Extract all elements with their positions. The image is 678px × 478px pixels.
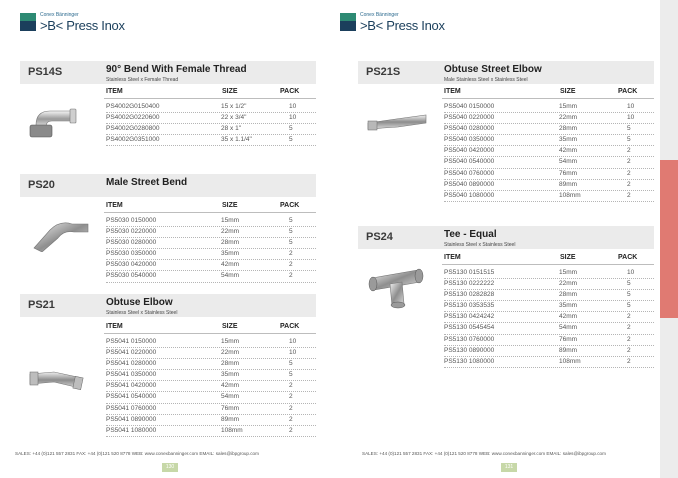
brand-mark-icon xyxy=(340,13,356,31)
section-subtitle: Male Stainless Steel x Stainless Steel xyxy=(444,77,528,83)
cell-item: PS5030 0540000 xyxy=(106,272,157,280)
cell-item: PS5130 0545454 xyxy=(444,324,495,332)
cell-size: 42mm xyxy=(221,261,240,269)
cell-size: 54mm xyxy=(559,324,578,332)
cell-item: PS5030 0150000 xyxy=(106,217,157,224)
cell-pack: 5 xyxy=(627,125,631,133)
column-header-pack: PACK xyxy=(280,323,300,330)
table-row xyxy=(106,370,316,381)
ps21-table xyxy=(106,337,316,437)
section-title: Obtuse Elbow xyxy=(106,297,173,308)
cell-item: PS5130 0890000 xyxy=(444,346,495,354)
footer-contact: SALES: +44 (0)121 557 2831 FAX: +44 (0)121 520 8778 WEB: www.conexbanninger.com EMAIL: sales@ibpgroup.com xyxy=(15,451,259,456)
table-row xyxy=(444,301,654,312)
cell-size: 35mm xyxy=(559,136,578,144)
cell-item: PS4002G0150400 xyxy=(106,103,160,110)
table-row xyxy=(106,426,316,437)
table-row xyxy=(444,346,654,357)
table-row xyxy=(444,335,654,346)
cell-item: PS5041 0350000 xyxy=(106,371,157,379)
cell-size: 15mm xyxy=(221,217,240,224)
table-row xyxy=(106,260,316,271)
column-header-item: ITEM xyxy=(444,254,461,261)
table-row xyxy=(106,337,316,348)
cell-pack: 2 xyxy=(627,346,631,354)
table-row xyxy=(106,216,316,227)
cell-size: 76mm xyxy=(559,169,578,177)
ps14s-table xyxy=(106,102,316,146)
section-subtitle: Stainless Steel x Stainless Steel xyxy=(444,242,516,248)
ps20-table xyxy=(106,216,316,283)
cell-pack: 2 xyxy=(289,426,293,434)
table-row xyxy=(106,227,316,238)
cell-pack: 2 xyxy=(627,313,631,321)
cell-pack: 2 xyxy=(289,272,293,280)
table-row xyxy=(106,124,316,135)
cell-item: PS5130 0222222 xyxy=(444,280,495,288)
cell-size: 15 x 1/2" xyxy=(221,103,247,110)
brand-title: >B< Press Inox xyxy=(360,18,445,33)
table-row xyxy=(444,180,654,191)
cell-item: PS5130 0282828 xyxy=(444,291,495,299)
brand-title: >B< Press Inox xyxy=(40,18,125,33)
cell-item: PS5041 0540000 xyxy=(106,393,157,401)
table-row xyxy=(444,124,654,135)
cell-pack: 5 xyxy=(627,302,631,310)
table-row xyxy=(444,279,654,290)
cell-pack: 2 xyxy=(289,404,293,412)
cell-size: 42mm xyxy=(559,147,578,155)
table-row xyxy=(444,268,654,279)
section-title: Tee - Equal xyxy=(444,229,497,240)
cell-size: 22 x 3/4" xyxy=(221,114,247,122)
cell-item: PS5040 0350000 xyxy=(444,136,495,144)
obtuse-elbow-image xyxy=(28,364,86,395)
cell-size: 28mm xyxy=(559,125,578,133)
brand-company: Conex Bänninger xyxy=(360,12,399,18)
cell-item: PS5040 0150000 xyxy=(444,103,495,110)
column-header-pack: PACK xyxy=(618,88,638,95)
cell-size: 54mm xyxy=(559,158,578,166)
obtuse-street-elbow-image xyxy=(366,111,428,136)
ps24-table xyxy=(444,268,654,368)
cell-pack: 2 xyxy=(627,169,631,177)
cell-pack: 5 xyxy=(289,360,293,368)
column-header-size: SIZE xyxy=(560,88,576,95)
cell-item: PS5040 0760000 xyxy=(444,169,495,177)
table-row xyxy=(106,392,316,403)
cell-item: PS5130 0353535 xyxy=(444,302,495,310)
right-page xyxy=(340,0,660,478)
cell-pack: 2 xyxy=(289,261,293,269)
column-header-item: ITEM xyxy=(106,323,123,330)
cell-item: PS4002G0351000 xyxy=(106,136,160,144)
table-row xyxy=(106,135,316,146)
cell-item: PS5040 0280000 xyxy=(444,125,495,133)
cell-item: PS5130 0151515 xyxy=(444,269,495,276)
cell-pack: 10 xyxy=(627,269,635,276)
cell-size: 35mm xyxy=(221,250,240,258)
cell-size: 76mm xyxy=(559,335,578,343)
cell-size: 28 x 1" xyxy=(221,125,242,133)
table-row xyxy=(444,102,654,113)
header-divider xyxy=(104,333,316,334)
table-row xyxy=(444,312,654,323)
cell-item: PS5041 0420000 xyxy=(106,382,157,390)
cell-size: 108mm xyxy=(221,426,243,434)
cell-pack: 5 xyxy=(289,217,293,224)
cell-item: PS5130 0424242 xyxy=(444,313,495,321)
header-divider xyxy=(104,212,316,213)
tee-equal-image xyxy=(368,260,424,315)
section-title: Obtuse Street Elbow xyxy=(444,64,542,75)
table-row xyxy=(106,381,316,392)
column-header-pack: PACK xyxy=(280,88,300,95)
column-header-item: ITEM xyxy=(444,88,461,95)
cell-item: PS4002G0280800 xyxy=(106,125,160,133)
header-divider xyxy=(442,264,654,265)
cell-size: 22mm xyxy=(559,114,578,122)
cell-size: 42mm xyxy=(559,313,578,321)
table-row xyxy=(106,415,316,426)
cell-pack: 5 xyxy=(627,291,631,299)
cell-size: 76mm xyxy=(221,404,240,412)
table-row xyxy=(106,271,316,282)
column-header-size: SIZE xyxy=(222,323,238,330)
page-edge-tab xyxy=(660,160,678,318)
cell-pack: 2 xyxy=(627,357,631,365)
cell-item: PS5130 1080000 xyxy=(444,357,495,365)
cell-size: 35mm xyxy=(559,302,578,310)
cell-item: PS5030 0280000 xyxy=(106,239,157,247)
cell-item: PS5040 0420000 xyxy=(444,147,495,155)
cell-item: PS5040 0890000 xyxy=(444,180,495,188)
cell-size: 28mm xyxy=(221,360,240,368)
cell-size: 22mm xyxy=(221,228,240,236)
cell-size: 108mm xyxy=(559,191,581,199)
table-row xyxy=(106,238,316,249)
cell-pack: 2 xyxy=(289,415,293,423)
header-divider xyxy=(104,98,316,99)
cell-size: 28mm xyxy=(221,239,240,247)
cell-pack: 10 xyxy=(627,103,635,110)
cell-size: 89mm xyxy=(221,415,240,423)
section-subtitle: Stainless Steel x Stainless Steel xyxy=(106,310,178,316)
section-code: PS14S xyxy=(28,66,63,78)
section-title: 90° Bend With Female Thread xyxy=(106,64,247,75)
cell-size: 89mm xyxy=(559,180,578,188)
cell-size: 15mm xyxy=(221,338,240,345)
table-row xyxy=(106,404,316,415)
cell-item: PS5041 1080000 xyxy=(106,426,157,434)
cell-size: 35 x 1.1/4" xyxy=(221,136,252,144)
cell-item: PS5030 0420000 xyxy=(106,261,157,269)
column-header-size: SIZE xyxy=(222,202,238,209)
column-header-item: ITEM xyxy=(106,88,123,95)
brand-company: Conex Bänninger xyxy=(40,12,79,18)
cell-size: 15mm xyxy=(559,103,578,110)
cell-pack: 2 xyxy=(627,180,631,188)
cell-item: PS5030 0350000 xyxy=(106,250,157,258)
section-code: PS21S xyxy=(366,66,401,78)
cell-pack: 5 xyxy=(289,136,293,144)
cell-item: PS5041 0150000 xyxy=(106,338,157,345)
cell-size: 108mm xyxy=(559,357,581,365)
cell-pack: 2 xyxy=(627,191,631,199)
table-row xyxy=(444,323,654,334)
cell-item: PS5040 0540000 xyxy=(444,158,495,166)
ps21s-table xyxy=(444,102,654,202)
section-code: PS24 xyxy=(366,231,393,243)
cell-size: 15mm xyxy=(559,269,578,276)
cell-pack: 2 xyxy=(627,158,631,166)
cell-size: 54mm xyxy=(221,393,240,401)
page-number: 130 xyxy=(162,463,178,472)
cell-size: 28mm xyxy=(559,291,578,299)
page-number: 131 xyxy=(501,463,517,472)
table-row xyxy=(444,169,654,180)
cell-size: 35mm xyxy=(221,371,240,379)
cell-pack: 10 xyxy=(627,114,635,122)
cell-pack: 10 xyxy=(289,338,297,345)
table-row xyxy=(106,249,316,260)
table-row xyxy=(444,191,654,202)
cell-size: 54mm xyxy=(221,272,240,280)
cell-pack: 2 xyxy=(627,335,631,343)
table-row xyxy=(444,135,654,146)
table-row xyxy=(444,146,654,157)
cell-size: 22mm xyxy=(559,280,578,288)
cell-pack: 5 xyxy=(289,228,293,236)
cell-size: 42mm xyxy=(221,382,240,390)
cell-pack: 2 xyxy=(289,382,293,390)
table-row xyxy=(106,359,316,370)
column-header-pack: PACK xyxy=(280,202,300,209)
cell-pack: 5 xyxy=(289,239,293,247)
footer-contact: SALES: +44 (0)121 557 2831 FAX: +44 (0)121 520 8778 WEB: www.conexbanninger.com EMAIL: sales@ibpgroup.com xyxy=(362,451,606,456)
header-divider xyxy=(442,98,654,99)
table-row xyxy=(444,113,654,124)
cell-item: PS5041 0280000 xyxy=(106,360,157,368)
bend-female-thread-image xyxy=(26,103,82,146)
cell-pack: 5 xyxy=(627,136,631,144)
cell-size: 89mm xyxy=(559,346,578,354)
column-header-item: ITEM xyxy=(106,202,123,209)
cell-pack: 5 xyxy=(289,125,293,133)
cell-item: PS5040 1080000 xyxy=(444,191,495,199)
cell-size: 22mm xyxy=(221,349,240,357)
cell-item: PS5040 0220000 xyxy=(444,114,495,122)
cell-pack: 10 xyxy=(289,114,297,122)
cell-item: PS5041 0220000 xyxy=(106,349,157,357)
cell-pack: 5 xyxy=(289,371,293,379)
cell-item: PS4002G0220600 xyxy=(106,114,160,122)
cell-pack: 2 xyxy=(627,147,631,155)
table-row xyxy=(444,157,654,168)
cell-pack: 10 xyxy=(289,349,297,357)
cell-item: PS5030 0220000 xyxy=(106,228,157,236)
cell-item: PS5041 0890000 xyxy=(106,415,157,423)
table-row xyxy=(444,290,654,301)
cell-pack: 2 xyxy=(289,393,293,401)
column-header-size: SIZE xyxy=(560,254,576,261)
table-row xyxy=(106,102,316,113)
cell-pack: 2 xyxy=(627,324,631,332)
column-header-pack: PACK xyxy=(618,254,638,261)
brand-mark-icon xyxy=(20,13,36,31)
section-code: PS20 xyxy=(28,179,55,191)
cell-pack: 5 xyxy=(627,280,631,288)
section-subtitle: Stainless Steel x Female Thread xyxy=(106,77,179,83)
cell-item: PS5041 0760000 xyxy=(106,404,157,412)
column-header-size: SIZE xyxy=(222,88,238,95)
cell-item: PS5130 0760000 xyxy=(444,335,495,343)
table-row xyxy=(106,113,316,124)
table-row xyxy=(106,348,316,359)
cell-pack: 10 xyxy=(289,103,297,110)
male-street-bend-image xyxy=(30,218,90,257)
cell-pack: 2 xyxy=(289,250,293,258)
section-title: Male Street Bend xyxy=(106,177,188,188)
section-code: PS21 xyxy=(28,299,55,311)
table-row xyxy=(444,357,654,368)
